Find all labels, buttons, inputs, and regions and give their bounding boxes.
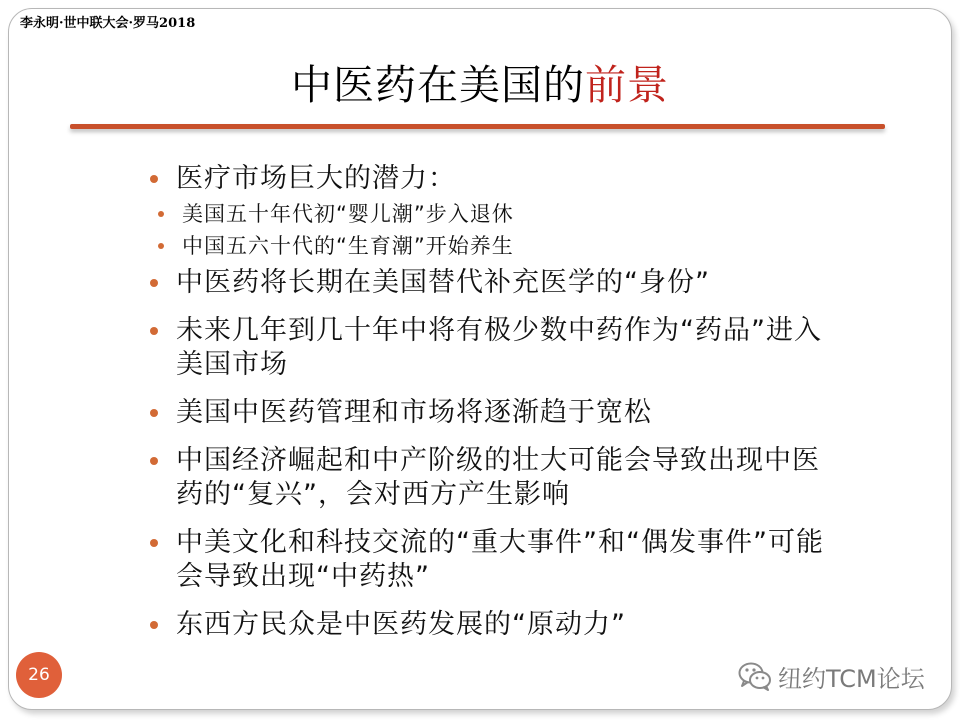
watermark-text: 纽约TCM论坛: [778, 664, 925, 693]
bullet-item: [148, 608, 838, 642]
page-number-badge: 26: [16, 652, 62, 698]
wechat-icon: [738, 661, 772, 691]
sub-bullet-text: 中国五六十代的“生育潮”开始养生: [182, 234, 514, 258]
slide-title: [0, 52, 960, 111]
bullet-dot-icon: [150, 175, 158, 183]
bullet-item: [148, 162, 838, 196]
bullet-text: 中美文化和科技交流的“重大事件”和“偶发事件”可能会导致出现“中药热”: [176, 527, 824, 592]
sub-bullet-item: [148, 198, 838, 230]
bullet-text: 中国经济崛起和中产阶级的壮大可能会导致出现中医药的“复兴”，会对西方产生影响: [176, 445, 820, 510]
bullet-dot-icon: [158, 211, 164, 217]
bullet-text: 美国中医药管理和市场将逐渐趋于宽松: [176, 397, 652, 428]
title-divider: [70, 124, 885, 129]
bullet-dot-icon: [158, 243, 164, 249]
bullet-dot-icon: [150, 279, 158, 287]
bullet-text: 医疗市场巨大的潜力：: [176, 163, 456, 194]
slide-header: 李永明·世中联大会·罗马2018: [20, 16, 196, 31]
sub-bullet-item: [148, 230, 838, 262]
bullet-item: [148, 526, 838, 594]
sub-bullet-text: 美国五十年代初“婴儿潮”步入退休: [182, 202, 514, 226]
bullet-item: [148, 444, 838, 512]
watermark: [738, 658, 925, 694]
title-main: 中医药在美国的: [291, 61, 585, 109]
bullet-text: 中医药将长期在美国替代补充医学的“身份”: [176, 267, 710, 298]
bullet-dot-icon: [150, 621, 158, 629]
bullet-item: [148, 314, 838, 382]
bullet-dot-icon: [150, 457, 158, 465]
bullet-item: [148, 396, 838, 430]
bullet-list: [148, 162, 838, 642]
bullet-dot-icon: [150, 409, 158, 417]
bullet-text: 未来几年到几十年中将有极少数中药作为“药品”进入美国市场: [176, 315, 822, 380]
bullet-dot-icon: [150, 539, 158, 547]
bullet-item: [148, 266, 838, 300]
title-highlight: 前景: [585, 61, 669, 109]
bullet-dot-icon: [150, 327, 158, 335]
bullet-text: 东西方民众是中医药发展的“原动力”: [176, 609, 626, 640]
